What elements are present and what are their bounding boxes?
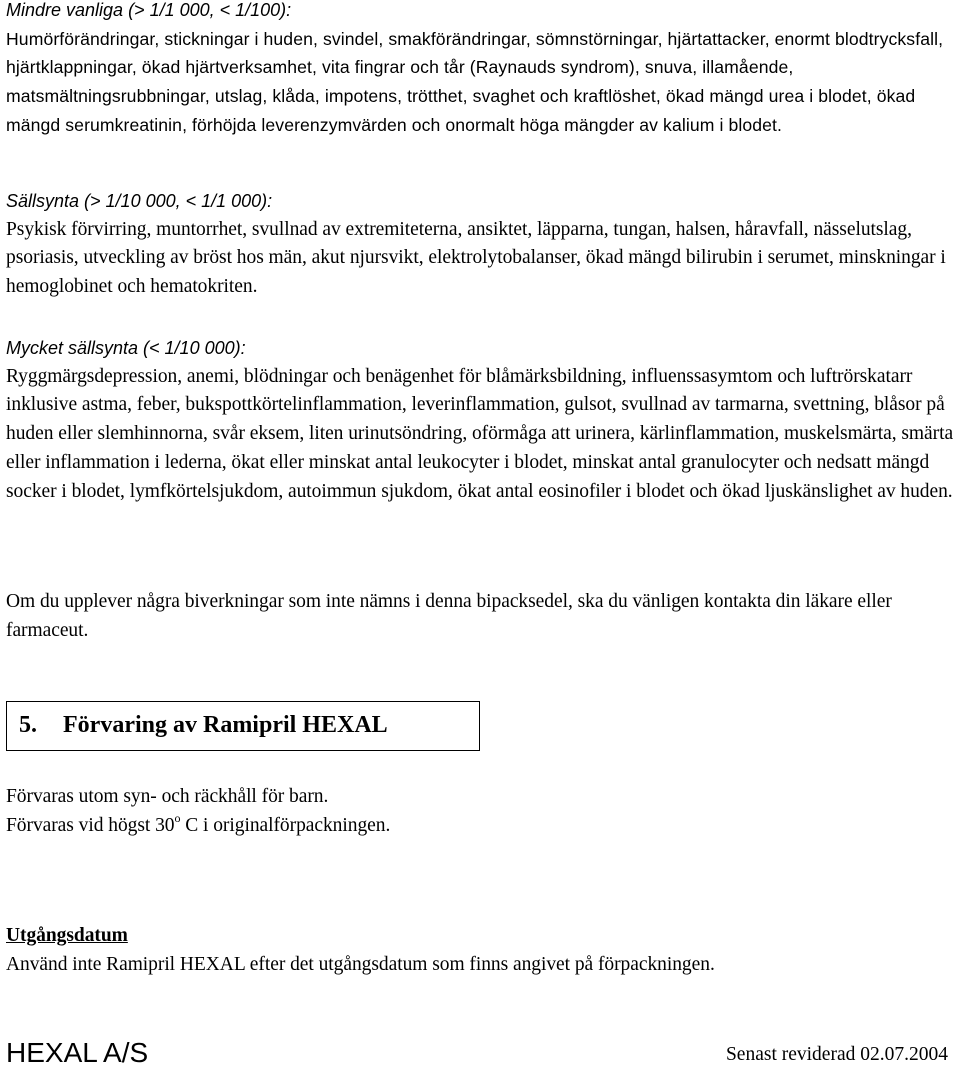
storage-instructions bbox=[6, 783, 956, 840]
very-rare-heading: Mycket sällsynta (< 1/10 000): bbox=[6, 338, 246, 358]
storage-line-children: Förvaras utom syn- och räckhåll för barn. bbox=[6, 786, 329, 807]
uncommon-heading: Mindre vanliga (> 1/1 000, < 1/100): bbox=[6, 0, 292, 20]
rare-heading: Sällsynta (> 1/10 000, < 1/1 000): bbox=[6, 191, 273, 211]
contact-note bbox=[6, 588, 956, 645]
company-name: HEXAL A/S bbox=[6, 1037, 149, 1068]
expiry-heading: Utgångsdatum bbox=[6, 925, 128, 946]
expiry-body: Använd inte Ramipril HEXAL efter det utgångsdatum som finns angivet på förpackningen. bbox=[6, 953, 715, 975]
storage-line-temperature bbox=[6, 812, 956, 841]
section-title-text: Förvaring av Ramipril HEXAL bbox=[63, 712, 388, 738]
uncommon-side-effects bbox=[6, 0, 956, 140]
very-rare-body: Ryggmärgsdepression, anemi, blödningar och benägenhet för blåmärksbildning, influenssasymtom och luftrörskatarr inklusive astma, feber, bukspottkörtelinflammation, leverinflammation, gulsot, svullnad av tarmarna, svettning, blåsor på huden eller slemhinnorna, svår eksem, liten urinutsöndring, oförmåga att urinera, kärlinflammation, muskelsmärta, smärta eller inflammation i lederna, ökat eller minskat antal leukocyter i blodet, minskat antal granulocyter och nedsatt mängd socker i blodet, lymfkörtelsjukdom, autoimmun sjukdom, ökat antal eosinofiler i blodet och ökad ljuskänslighet av huden. bbox=[6, 365, 954, 502]
rare-side-effects bbox=[6, 187, 956, 302]
contact-note-text: Om du upplever några biverkningar som inte nämns i denna bipacksedel, ska du vänligen kontakta din läkare eller farmaceut. bbox=[6, 591, 892, 641]
storage-section-heading-box bbox=[6, 701, 480, 751]
storage-temp-suffix: C i originalförpackningen. bbox=[180, 814, 391, 836]
very-rare-side-effects bbox=[6, 334, 956, 506]
expiry-section bbox=[6, 922, 956, 979]
degree-superscript: o bbox=[174, 810, 181, 825]
storage-section-title bbox=[19, 710, 388, 740]
storage-temp-prefix: Förvaras vid högst 30 bbox=[6, 814, 175, 836]
revision-date: Senast reviderad 02.07.2004 bbox=[725, 1044, 948, 1065]
rare-body: Psykisk förvirring, muntorrhet, svullnad av extremiteterna, ansiktet, läpparna, tungan, halsen, håravfall, nässelutslag, psoriasis, utveckling av bröst hos män, akut njursvikt, elektrolytobalanser, ökad mängd bilirubin i serumet, minskningar i hemoglobinet och hematokriten. bbox=[6, 218, 946, 298]
section-number: 5. bbox=[19, 712, 37, 738]
uncommon-body: Humörförändringar, stickningar i huden, svindel, smakförändringar, sömnstörningar, hjärtattacker, enormt blodtrycksfall, hjärtklappningar, ökad hjärtverksamhet, vita fingrar och tår (Raynauds syndrom), snuva, illamående, matsmältningsrubbningar, utslag, klåda, impotens, trötthet, svaghet och kraftlöshet, ökad mängd urea i blodet, ökad mängd serumkreatinin, förhöjda leverenzymvärden och onormalt höga mängder av kalium i blodet. bbox=[6, 28, 944, 135]
